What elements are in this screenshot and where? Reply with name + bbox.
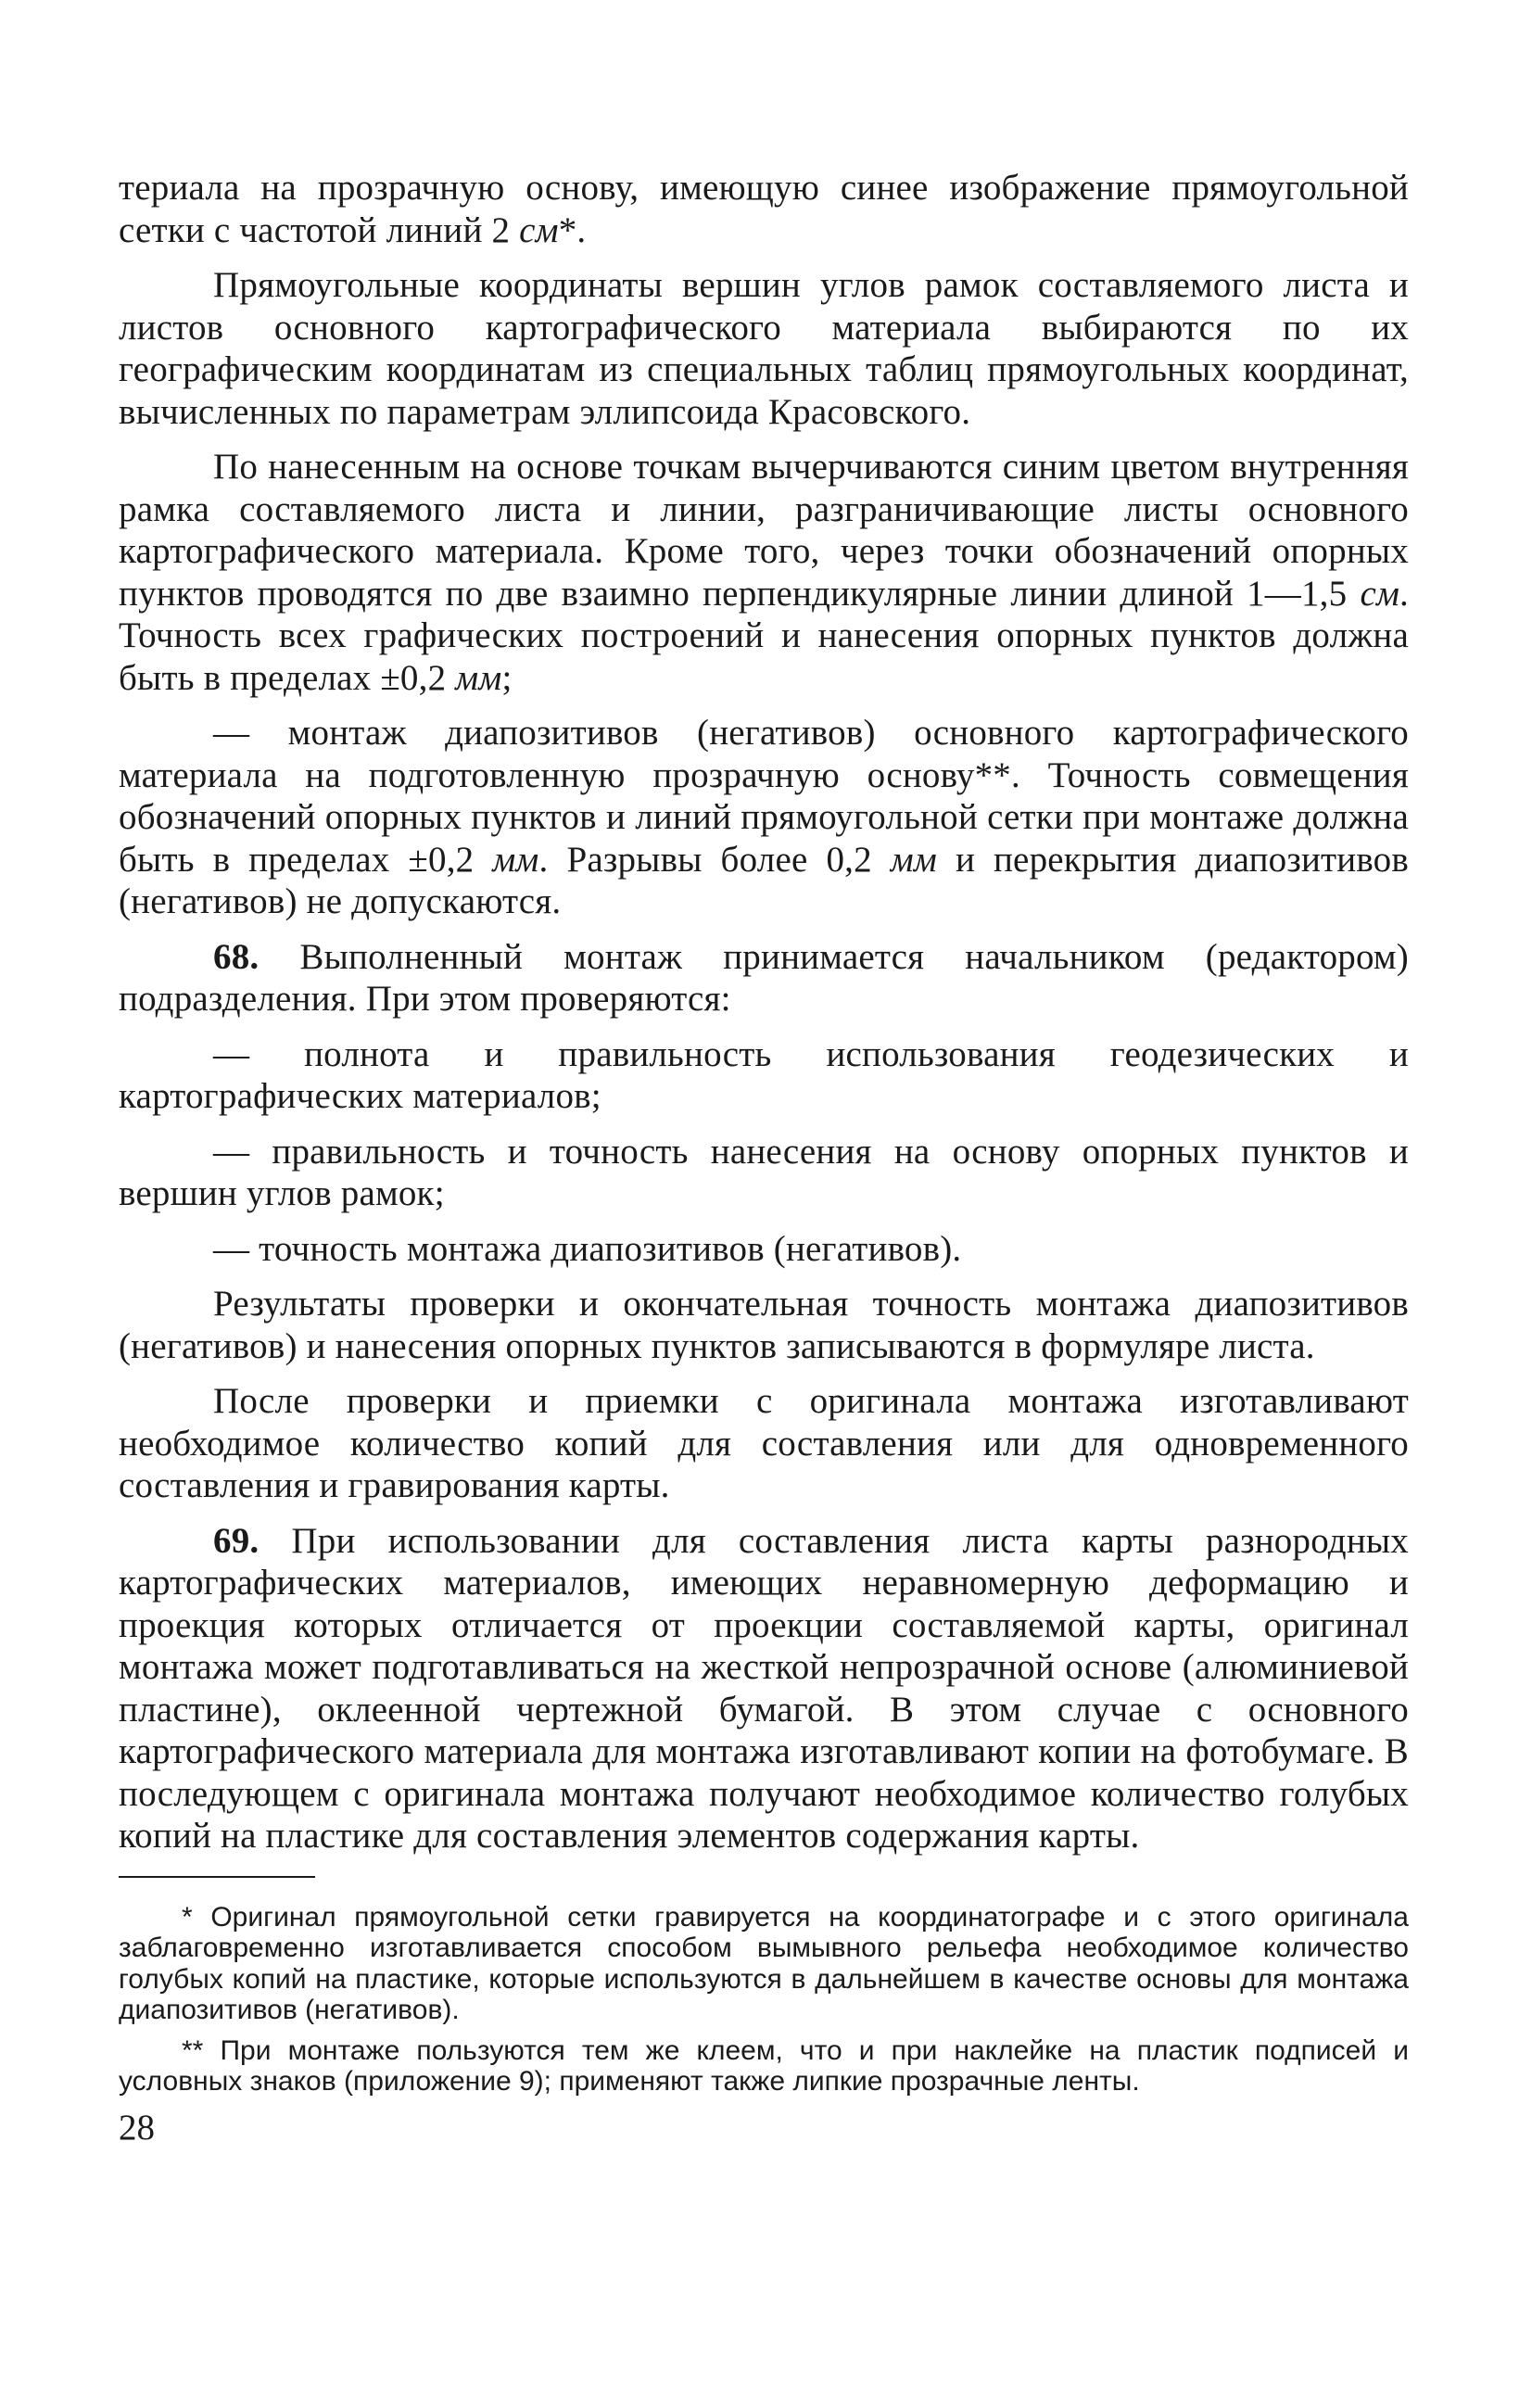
text-run: После проверки и приемки с оригинала монтажа изготавливают необходимое количество копий для составления или для одновременного составления и гравирования карты.: [119, 1381, 1409, 1505]
text-run: — монтаж диапозитивов (негативов) основного картографического материала на подготовленную прозрачную основу**. Точность совмещения обозначений опорных пунктов и линий прямоугольной сетки при монтаже должна быть в пределах ±0,2: [119, 713, 1409, 880]
text-run: . Точность всех графических построений и нанесения опорных пунктов должна быть в пределах ±0,2: [119, 573, 1409, 698]
text-run: При использовании для составления листа карты разнородных картографических материалов, имеющих неравномерную деформацию и проекция которых отличается от проекции составляемой карты, оригинал монтажа может подготавливаться на жесткой непрозрачной основе (алюминиевой пластине), оклеенной чертежной бумагой. В этом случае с основного картографического материала для монтажа изготавливают копии на фотобумаге. В последующем с оригинала монтажа получают необходимое количество голубых копий на пластике для составления элементов содержания карты.: [119, 1520, 1409, 1856]
paragraph-3: [119, 712, 1409, 923]
text-run: . Разрывы более 0,2: [538, 839, 891, 880]
paragraph-0: [119, 167, 1409, 251]
text-run: По нанесенным на основе точкам вычерчиваются синим цветом внутренняя рамка составляемого листа и линии, разграничивающие листы основного картографического материала. Кроме того, через точки обозначений опорных пунктов проводятся по две взаимно перпендикулярные линии длиной 1—1,5: [119, 447, 1409, 614]
section-number: 69.: [213, 1520, 260, 1561]
unit-text: мм: [492, 839, 539, 880]
unit-text: мм: [890, 839, 937, 880]
paragraph-1: [119, 264, 1409, 433]
main-text: [119, 167, 1409, 1857]
page-body: [119, 167, 1409, 2148]
text-run: Результаты проверки и окончательная точность монтажа диапозитивов (негативов) и нанесения опорных пунктов записываются в формуляре листа.: [119, 1284, 1409, 1366]
paragraph-10: [119, 1520, 1409, 1857]
footnote-2: ** При монтаже пользуются тем же клеем, что и при наклейке на пластик подписей и условных знаков (приложение 9); применяют также липкие прозрачные ленты.: [119, 2034, 1409, 2097]
unit-text: см: [519, 209, 559, 250]
footnote-1: * Оригинал прямоугольной сетки гравируется на координатографе и с этого оригинала заблаговременно изготавливается способом вымывного рельефа необходимое количество голубых копий на пластике, которые используются в дальнейшем в качестве основы для монтажа диапозитивов (негативов).: [119, 1901, 1409, 2025]
paragraph-7: [119, 1228, 1409, 1271]
paragraph-6: [119, 1131, 1409, 1215]
unit-text: см: [1360, 573, 1400, 614]
paragraph-8: [119, 1283, 1409, 1367]
text-run: Прямоугольные координаты вершин углов рамок составляемого листа и листов основного картографического материала выбираются по их географическим координатам из специальных таблиц прямоугольных координат, вычисленных по параметрам эллипсоида Красовского.: [119, 265, 1409, 432]
text-run: — полнота и правильность использования геодезических и картографических материалов;: [119, 1033, 1409, 1116]
paragraph-4: [119, 936, 1409, 1020]
paragraph-5: [119, 1033, 1409, 1118]
paragraph-2: [119, 446, 1409, 699]
text-run: — точность монтажа диапозитивов (негативов).: [213, 1228, 962, 1269]
page-number: 28: [119, 2107, 155, 2148]
text-run: ;: [501, 657, 513, 698]
text-run: *.: [558, 209, 587, 250]
text-run: и перекрытия диапозитивов (негативов) не допускаются.: [119, 839, 1409, 921]
section-number: 68.: [213, 936, 260, 977]
unit-text: мм: [455, 657, 502, 698]
text-run: — правильность и точность нанесения на основу опорных пунктов и вершин углов рамок;: [119, 1131, 1409, 1213]
text-run: териала на прозрачную основу, имеющую синее изображение прямоугольной сетки с частотой линий 2: [119, 168, 1409, 250]
paragraph-9: [119, 1380, 1409, 1507]
footnote-separator: [119, 1876, 315, 1878]
text-run: Выполненный монтаж принимается начальником (редактором) подразделения. При этом проверяются:: [119, 936, 1409, 1019]
